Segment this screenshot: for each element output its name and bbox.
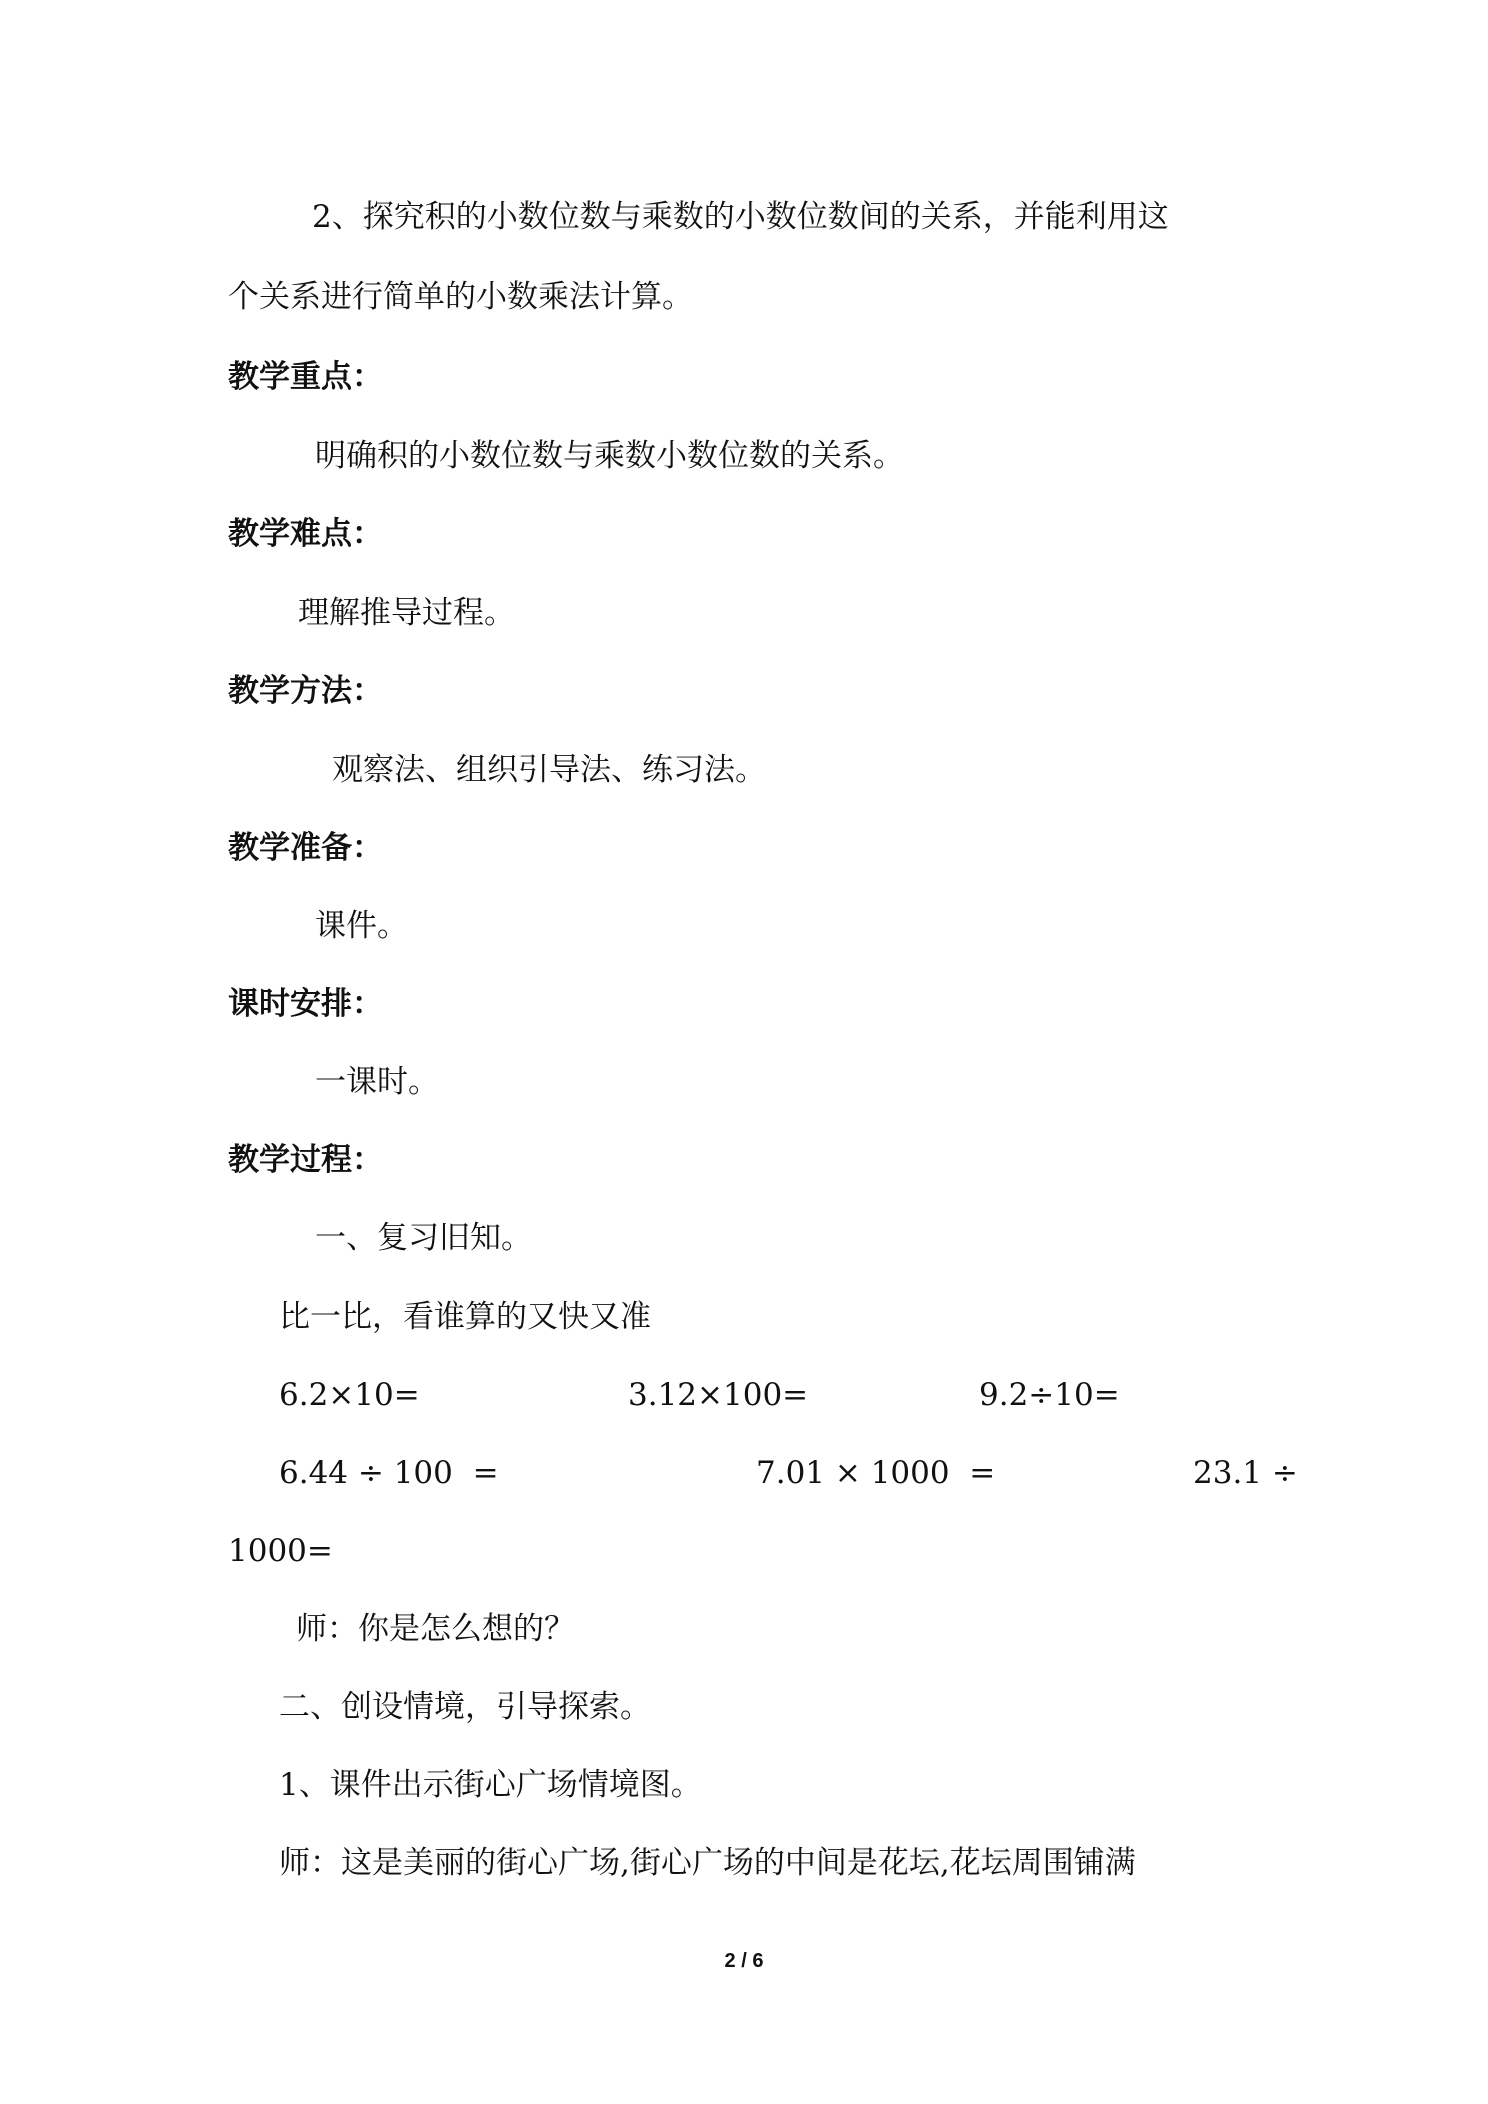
difficulty-heading: 教学难点： xyxy=(228,516,383,552)
teacher-description: 师：这是美丽的街心广场,街心广场的中间是花坛,花坛周围铺满 xyxy=(279,1845,1136,1881)
exercise-3: 9.2÷10= xyxy=(979,1377,1120,1413)
exercise-5: 7.01 × 1000 = xyxy=(756,1455,996,1491)
exercise-6: 23.1 ÷ xyxy=(1193,1455,1298,1491)
method-text: 观察法、组织引导法、练习法。 xyxy=(332,752,766,788)
key-point-heading: 教学重点： xyxy=(228,359,383,395)
schedule-heading: 课时安排： xyxy=(228,986,383,1022)
exercise-1: 6.2×10= xyxy=(279,1377,420,1413)
review-title: 一、复习旧知。 xyxy=(315,1220,532,1256)
section-2-title: 二、创设情境，引导探索。 xyxy=(279,1689,651,1725)
objective-line-2: 个关系进行简单的小数乘法计算。 xyxy=(228,279,693,315)
difficulty-text: 理解推导过程。 xyxy=(298,595,515,631)
exercise-2: 3.12×100= xyxy=(628,1377,809,1413)
preparation-text: 课件。 xyxy=(315,908,408,944)
key-point-text: 明确积的小数位数与乘数小数位数的关系。 xyxy=(315,438,904,474)
exercise-4: 6.44 ÷ 100 = xyxy=(279,1455,499,1491)
objective-line-1: 2、探究积的小数位数与乘数的小数位数间的关系，并能利用这 xyxy=(312,199,1169,235)
page-number: 2 / 6 xyxy=(724,1950,764,1972)
exercise-6-wrap: 1000= xyxy=(228,1533,333,1569)
method-heading: 教学方法： xyxy=(228,673,383,709)
schedule-text: 一课时。 xyxy=(315,1064,439,1100)
step-1: 1、课件出示街心广场情境图。 xyxy=(279,1767,702,1803)
preparation-heading: 教学准备： xyxy=(228,830,383,866)
teacher-question: 师：你是怎么想的？ xyxy=(296,1611,575,1647)
contest-text: 比一比，看谁算的又快又准 xyxy=(279,1299,651,1335)
process-heading: 教学过程： xyxy=(228,1142,383,1178)
